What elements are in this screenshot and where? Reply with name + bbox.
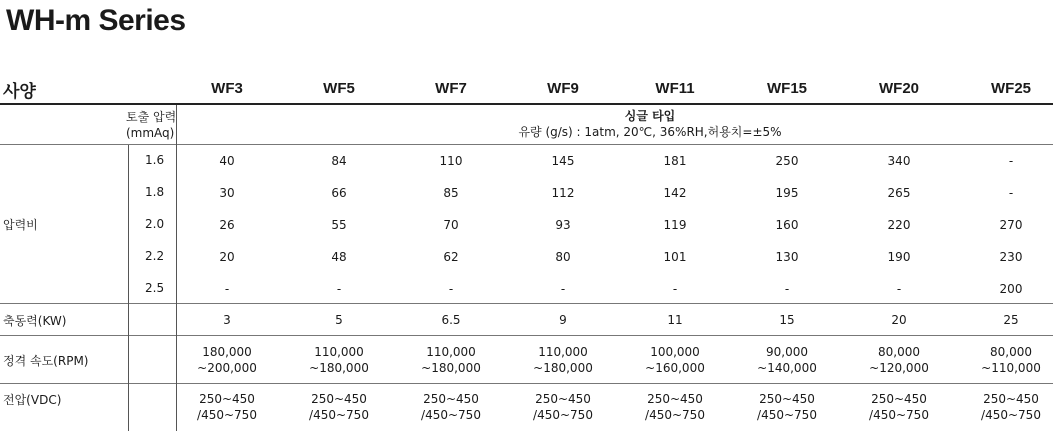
table-cell: 181 xyxy=(663,154,687,168)
table-cell: /450~750 xyxy=(421,408,481,422)
table-cell: 40 xyxy=(219,154,235,168)
column-divider xyxy=(128,145,129,431)
model-header: WF5 xyxy=(323,80,355,97)
header-rule xyxy=(0,103,1053,105)
table-cell: /450~750 xyxy=(645,408,705,422)
table-cell: /450~750 xyxy=(869,408,929,422)
table-cell: ~180,000 xyxy=(533,361,593,375)
table-cell: 11 xyxy=(667,313,683,327)
table-cell: 112 xyxy=(551,186,575,200)
table-cell: ~180,000 xyxy=(309,361,369,375)
table-cell: ~200,000 xyxy=(197,361,257,375)
table-cell: 110,000 xyxy=(426,345,476,359)
table-cell: 15 xyxy=(779,313,795,327)
table-cell: - xyxy=(224,282,230,296)
model-header: WF11 xyxy=(655,80,695,97)
table-cell: 9 xyxy=(559,313,567,327)
pressure-ratio-label: 압력비 xyxy=(3,218,38,232)
row-divider xyxy=(0,383,1053,384)
discharge-pressure-line1: 토출 압력 xyxy=(126,110,177,124)
table-cell: 250~450 xyxy=(423,392,479,406)
table-cell: 3 xyxy=(223,313,231,327)
table-cell: 90,000 xyxy=(766,345,808,359)
table-cell: 84 xyxy=(331,154,347,168)
table-cell: - xyxy=(896,282,902,296)
row-divider xyxy=(0,144,1053,145)
table-cell: 340 xyxy=(887,154,911,168)
table-cell: 142 xyxy=(663,186,687,200)
table-cell: 250~450 xyxy=(311,392,367,406)
table-cell: 145 xyxy=(551,154,575,168)
table-cell: 195 xyxy=(775,186,799,200)
row-divider xyxy=(0,335,1053,336)
rated-speed-label: 정격 속도(RPM) xyxy=(3,354,89,368)
table-cell: - xyxy=(1008,154,1014,168)
table-cell: 20 xyxy=(219,250,235,264)
table-cell: 130 xyxy=(775,250,799,264)
table-cell: /450~750 xyxy=(757,408,817,422)
table-cell: 180,000 xyxy=(202,345,252,359)
table-cell: 250 xyxy=(775,154,799,168)
table-cell: 265 xyxy=(887,186,911,200)
table-cell: 250~450 xyxy=(535,392,591,406)
model-header: WF9 xyxy=(547,80,579,97)
table-cell: /450~750 xyxy=(309,408,369,422)
table-cell: 119 xyxy=(663,218,687,232)
table-cell: 250~450 xyxy=(199,392,255,406)
table-cell: 250~450 xyxy=(983,392,1039,406)
table-cell: 26 xyxy=(219,218,235,232)
table-cell: 55 xyxy=(331,218,347,232)
table-cell: 250~450 xyxy=(759,392,815,406)
discharge-pressure-label xyxy=(126,109,176,141)
pressure-ratio-value: 2.0 xyxy=(145,217,165,231)
table-cell: - xyxy=(672,282,678,296)
table-cell: /450~750 xyxy=(197,408,257,422)
single-type-title: 싱글 타입 xyxy=(624,109,676,123)
pressure-ratio-value: 1.6 xyxy=(145,153,165,167)
table-cell: 93 xyxy=(555,218,571,232)
table-cell: 220 xyxy=(887,218,911,232)
model-header: WF7 xyxy=(435,80,467,97)
table-cell: - xyxy=(784,282,790,296)
table-cell: 110,000 xyxy=(538,345,588,359)
table-cell: 100,000 xyxy=(650,345,700,359)
model-header: WF15 xyxy=(766,80,808,97)
table-cell: 160 xyxy=(775,218,799,232)
table-cell: 80 xyxy=(555,250,571,264)
table-cell: 66 xyxy=(331,186,347,200)
table-cell: 190 xyxy=(887,250,911,264)
table-cell: ~110,000 xyxy=(981,361,1041,375)
model-header: WF25 xyxy=(990,80,1032,97)
voltage-label: 전압(VDC) xyxy=(3,393,62,407)
page-title: WH-m Series xyxy=(6,4,186,37)
table-cell: 25 xyxy=(1003,313,1019,327)
table-cell: 20 xyxy=(891,313,907,327)
table-cell: 85 xyxy=(443,186,459,200)
table-cell: 110,000 xyxy=(314,345,364,359)
table-cell: ~120,000 xyxy=(869,361,929,375)
table-cell: 270 xyxy=(999,218,1023,232)
table-cell: 200 xyxy=(999,282,1023,296)
column-divider xyxy=(176,105,177,431)
pressure-ratio-value: 2.5 xyxy=(145,281,165,295)
table-cell: 80,000 xyxy=(878,345,920,359)
table-cell: ~180,000 xyxy=(421,361,481,375)
table-cell: 230 xyxy=(999,250,1023,264)
row-divider xyxy=(0,303,1053,304)
pressure-ratio-value: 2.2 xyxy=(145,249,165,263)
table-cell: ~140,000 xyxy=(757,361,817,375)
table-cell: 62 xyxy=(443,250,459,264)
table-cell: 250~450 xyxy=(871,392,927,406)
table-cell: 6.5 xyxy=(441,313,461,327)
table-cell: 30 xyxy=(219,186,235,200)
table-cell: - xyxy=(448,282,454,296)
model-header: WF20 xyxy=(878,80,920,97)
table-cell: - xyxy=(336,282,342,296)
table-cell: - xyxy=(1008,186,1014,200)
table-cell: 48 xyxy=(331,250,347,264)
table-cell: /450~750 xyxy=(533,408,593,422)
table-cell: 70 xyxy=(443,218,459,232)
table-cell: 250~450 xyxy=(647,392,703,406)
shaft-power-label: 축동력(KW) xyxy=(3,314,67,328)
pressure-ratio-value: 1.8 xyxy=(145,185,165,199)
table-cell: /450~750 xyxy=(981,408,1041,422)
table-cell: 5 xyxy=(335,313,343,327)
table-cell: - xyxy=(560,282,566,296)
spec-label: 사양 xyxy=(3,82,36,102)
table-cell: 110 xyxy=(439,154,463,168)
single-type-note: 유량 (g/s) : 1atm, 20℃, 36%RH,허용치=±5% xyxy=(518,125,782,139)
table-cell: ~160,000 xyxy=(645,361,705,375)
model-header: WF3 xyxy=(211,80,243,97)
table-cell: 101 xyxy=(663,250,687,264)
discharge-pressure-line2: (mmAq) xyxy=(126,126,175,140)
table-cell: 80,000 xyxy=(990,345,1032,359)
